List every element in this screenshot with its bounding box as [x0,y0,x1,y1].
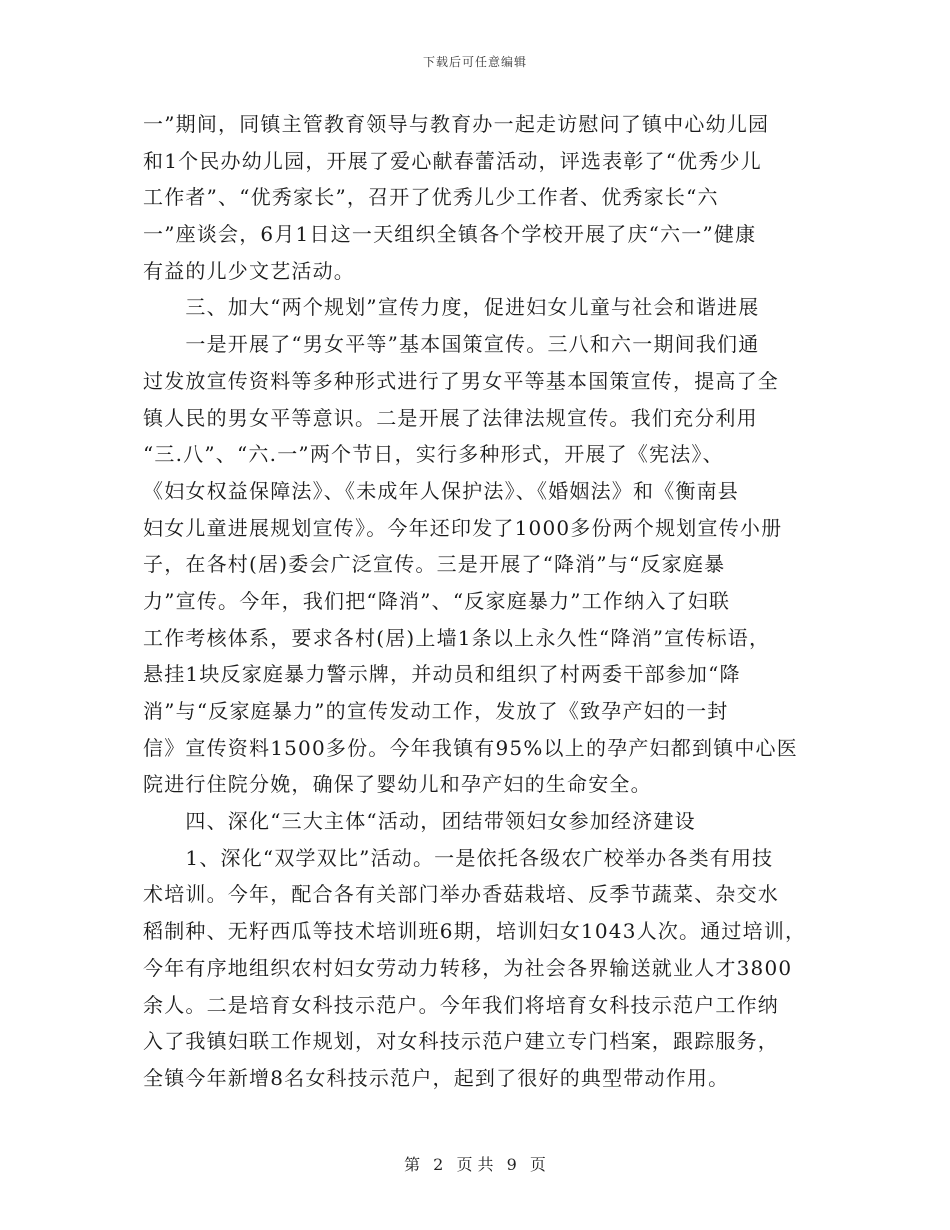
page-header: 下载后可任意编辑 [422,55,527,69]
text-line: 一”期间，同镇主管教育领导与教育办一起走访慰问了镇中心幼儿园 [143,112,770,136]
text-line: 一是开展了“男女平等”基本国策宣传。三八和六一期间我们通 [143,332,760,357]
text-line: 稻制种、无籽西瓜等技术培训班6期，培训妇女1043人次。通过培训， [143,919,807,944]
text-line: 工作考核体系，要求各村(居)上墙1条以上永久性“降消”宣传标语， [143,625,771,650]
text-line: 和1个民办幼儿园，开展了爱心献春蕾活动，评选表彰了“优秀少儿 [143,148,762,173]
text-line: 消”与“反家庭暴力”的宣传发动工作，发放了《致孕产妇的一封 [143,699,729,723]
footer-middle: 页 共 [456,1155,494,1174]
text-line: 《妇女权益保障法》、《未成年人保护法》、《婚姻法》和《衡南县 [143,478,739,503]
text-line: 全镇今年新增8名女科技示范户，起到了很好的典型带动作用。 [143,1065,730,1090]
text-line: 入了我镇妇联工作规划，对女科技示范户建立专门档案，跟踪服务， [143,1029,779,1054]
footer-suffix: 页 [529,1155,546,1174]
text-line: 院进行住院分娩，确保了婴幼儿和孕产妇的生命安全。 [143,772,652,797]
footer-prefix: 第 [404,1155,421,1174]
text-line: 今年有序地组织农村妇女劳动力转移，为社会各界输送就业人才3800 [143,955,793,980]
text-line: 力”宣传。今年，我们把“降消”、“反家庭暴力”工作纳入了妇联 [143,588,731,613]
text-line: 过发放宣传资料等多种形式进行了男女平等基本国策宣传，提高了全 [143,368,779,393]
text-line: 子，在各村(居)委会广泛宣传。三是开展了“降消”与“反家庭暴 [143,552,726,577]
text-line: 1、深化“双学双比”活动。一是依托各级农广校举办各类有用技 [143,845,774,870]
text-line: 镇人民的男女平等意识。二是开展了法律法规宣传。我们充分利用 [143,405,758,430]
text-line: 信》宣传资料1500多份。今年我镇有95%以上的孕产妇都到镇中心医 [143,735,798,760]
document-body [143,106,808,1097]
page-number: 2 [433,1155,444,1174]
page-total: 9 [506,1155,517,1174]
text-line: 一”座谈会，6月1日这一天组织全镇各个学校开展了庆“六一”健康 [143,222,757,247]
text-line: 妇女儿童进展规划宣传》。今年还印发了1000多份两个规划宣传小册 [143,515,783,540]
text-line: 有益的儿少文艺活动。 [143,258,355,283]
section-heading: 三、加大“两个规划”宣传力度，促进妇女儿童与社会和谐进展 [143,295,760,320]
text-line: 术培训。今年，配合各有关部门举办香菇栽培、反季节蔬菜、杂交水 [143,882,779,907]
text-line: “三.八”、“六.一”两个节日，实行多种形式，开展了《宪法》、 [143,442,724,467]
text-line: 工作者”、“优秀家长”，召开了优秀儿少工作者、优秀家长“六 [143,185,719,210]
text-line: 悬挂1块反家庭暴力警示牌，并动员和组织了村两委干部参加“降 [143,662,741,687]
text-line: 余人。二是培育女科技示范户。今年我们将培育女科技示范户工作纳 [143,992,779,1017]
page-footer [0,1152,950,1175]
section-heading: 四、深化“三大主体“活动，团结带领妇女参加经济建设 [143,809,696,834]
